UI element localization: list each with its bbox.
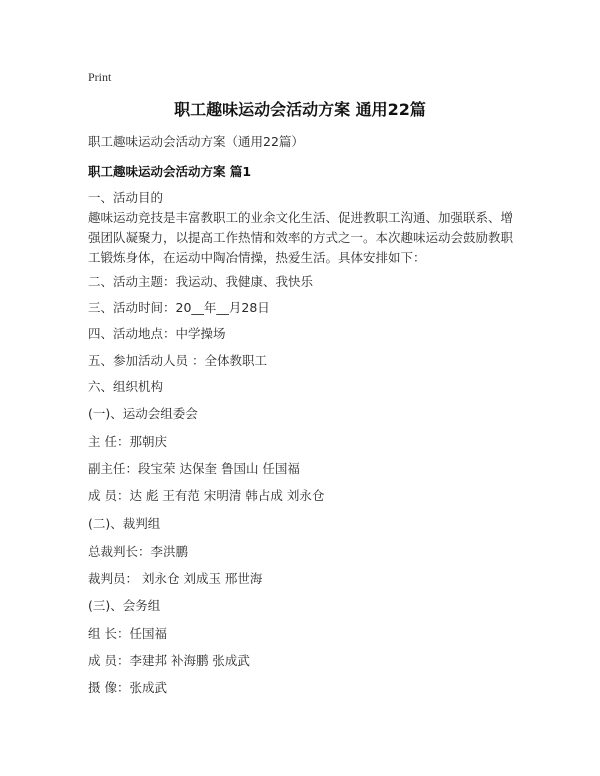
section-heading: 职工趣味运动会活动方案 篇1 — [88, 164, 252, 179]
place-line: 四、活动地点：中学操场 — [88, 326, 226, 341]
time-line: 三、活动时间：20__年__月28日 — [88, 300, 270, 315]
committee-heading: (一)、运动会组委会 — [88, 406, 198, 421]
director-line: 主 任：那朝庆 — [88, 434, 167, 449]
participants-line: 五、参加活动人员 ：全体教职工 — [88, 353, 267, 368]
print-link[interactable]: Print — [88, 70, 112, 84]
group-leader-line: 组 长：任国福 — [88, 626, 167, 641]
photographer-line: 摄 像：张成武 — [88, 680, 167, 695]
deputy-line: 副主任：段宝荣 达保奎 鲁国山 任国福 — [88, 461, 300, 476]
chief-referee-line: 总裁判长：李洪鹏 — [88, 544, 189, 559]
referees-line: 裁判员： 刘永仓 刘成玉 邢世海 — [88, 571, 263, 586]
page-title: 职工趣味运动会活动方案 通用22篇 — [174, 100, 426, 119]
purpose-paragraph: 趣味运动竞技是丰富教职工的业余文化生活、促进教职工沟通、加强联系、增强团队凝聚力，以提高工作热情和效率的方式之一。本次趣味运动会鼓励教职工锻炼身体，在运动中陶冶情操，热爱生活。具体安排如下： — [88, 210, 514, 265]
theme-line: 二、活动主题：我运动、我健康、我快乐 — [88, 274, 314, 289]
purpose-heading: 一、活动目的 — [88, 190, 164, 205]
affairs-heading: (三)、会务组 — [88, 598, 161, 613]
members-line-1: 成 员：达 彪 王有范 宋明清 韩占成 刘永仓 — [88, 488, 325, 503]
members-line-2: 成 员：李建邦 补海鹏 张成武 — [88, 653, 250, 668]
referee-heading: (二)、裁判组 — [88, 516, 161, 531]
org-heading: 六、组织机构 — [88, 379, 164, 394]
subtitle: 职工趣味运动会活动方案（通用22篇） — [88, 134, 304, 149]
